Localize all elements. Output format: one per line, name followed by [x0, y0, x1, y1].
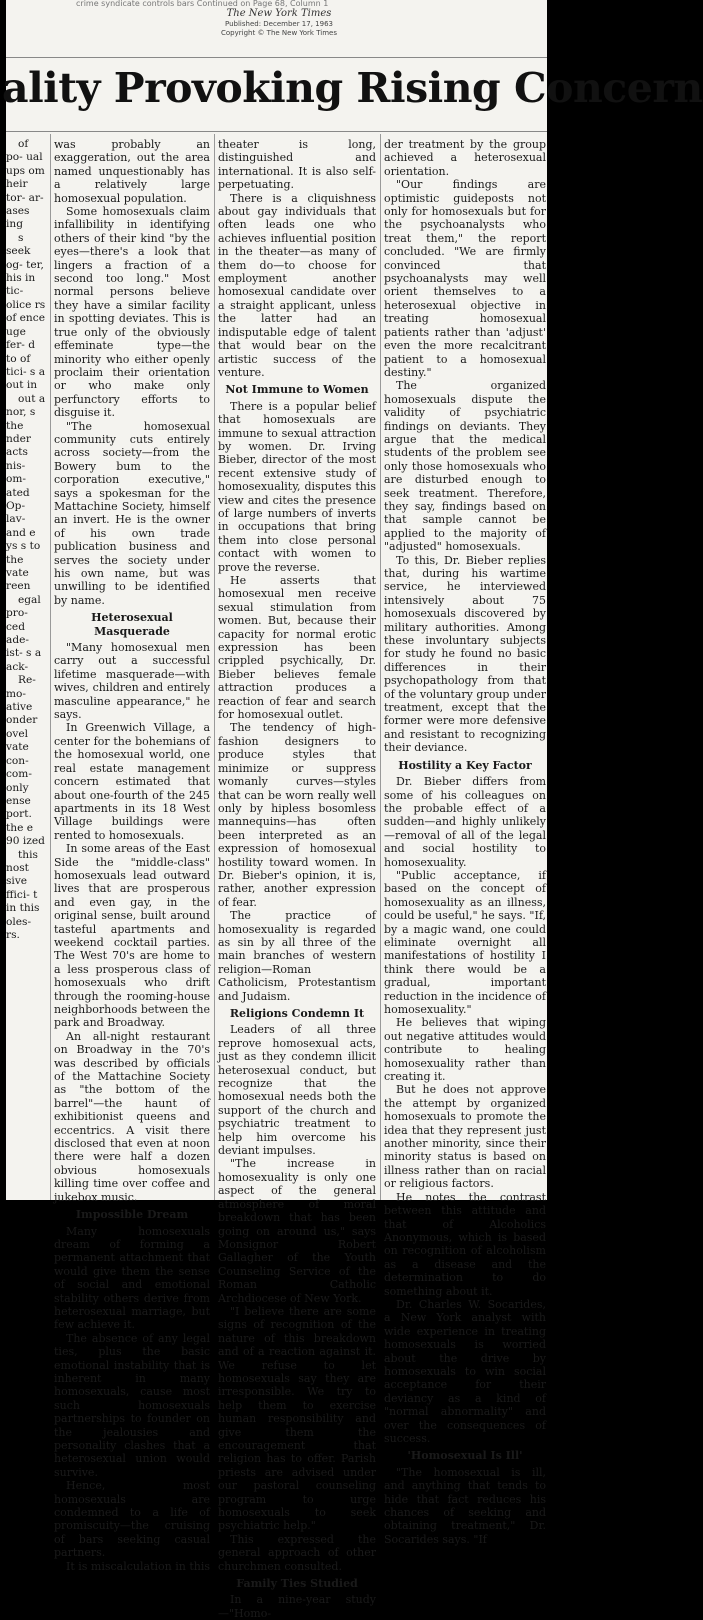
subheading: Religions Condemn It: [229, 1007, 365, 1020]
column-1: [54, 138, 210, 1573]
copyright-notice: Copyright © The New York Times: [221, 29, 337, 37]
paragraph: "Our findings are optimistic guideposts not only for homosexuals but for the psychoanalysts who treat them," the report concluded. "We are firmly convinced that psychoanalysts may well orient themselves to a heterosexual objective in treating homosexual patients rather than 'adjust' even the more recalcitrant patient to a homosexual destiny.": [384, 178, 546, 379]
paragraph: Hence, most homosexuals are condemned to a life of promiscuity—the cruising of bars seeking casual partners.: [54, 1479, 210, 1560]
paragraph: It is miscalculation in this: [66, 1559, 210, 1573]
paragraph: egal pro- ced ade- ist- s a ack-: [6, 593, 42, 673]
masthead: The New York Times: [226, 8, 332, 19]
column-3: [384, 138, 546, 1546]
subheading: 'Homosexual Is Ill': [407, 1449, 523, 1463]
paragraph: this nost sive ffici- t in this oles- rs.: [6, 848, 40, 941]
published-date: Published: December 17, 1963: [225, 20, 333, 28]
paragraph: "The increase in homosexuality is only one aspect of the general atmosphere of moral breakdown that has been going on around us," says Monsignor Robert Gallagher of the Youth Counseling Service of the Roman Catholic Archdiocese of New York.: [218, 1157, 376, 1305]
subheading: Family Ties Studied: [236, 1577, 358, 1591]
column-divider: [214, 134, 215, 1200]
paragraph: The tendency of high-fashion designers to produce styles that minimize or suppress womanly curves—styles that can be worn really well only by hipless bosomless mannequins—has often been interpreted as an expression of homosexual hostility toward women. In Dr. Bieber's opinion, it is, rather, another expression of fear.: [218, 721, 376, 909]
subheading: Hostility a Key Factor: [398, 758, 532, 772]
subheading: Not Immune to Women: [225, 383, 369, 397]
paragraph: der treatment by the group achieved a heterosexual orientation.: [384, 138, 546, 178]
paragraph: "Public acceptance, if based on the concept of homosexuality as an illness, could be useful," he says. "If, by a magic wand, one could eliminate overnight all manifestations of hostility I think there would be a gradual, important reduction in the incidence of homosexuality.": [384, 868, 546, 1016]
paragraph: s seek og- ter, his in tic- olice rs of ence uge fer- d to of tici- s a out in: [6, 231, 46, 392]
paragraph: of po- ual ups om heir tor- ar- ases ing: [6, 138, 45, 231]
paragraph: "Many homosexual men carry out a successful lifetime masquerade—with wives, children and entirely masculine appearance," he says.: [54, 641, 210, 722]
paragraph: He asserts that homosexual men receive sexual stimulation from women. But, because their capacity for normal erotic expression has been crippled psychically, Dr. Bieber believes female attraction produces a reaction of fear and search for homosexual outlet.: [218, 574, 376, 722]
paragraph: was probably an exaggeration, out the area named unquestionably has a relatively large homosexual population.: [54, 138, 210, 205]
paragraph: He notes the contrast between this attitude and that of Alcoholics Anonymous, which is based on recognition of alcoholism as a disease and the determination to do something about it.: [384, 1190, 546, 1298]
subheading: Heterosexual Masquerade: [91, 611, 173, 638]
column-divider: [380, 134, 381, 1200]
paragraph: Many homosexuals dream of forming a permanent attachment that would give them the sense of social and emotional stability others derive from heterosexual marriage, but few achieve it.: [54, 1224, 210, 1332]
paragraph: The absence of any legal ties, plus the basic emotional instability that is inherent in many homosexuals, cause most such homosexuals partnerships to founder on the jealousies and personality clashes that a heterosexual union would survive.: [54, 1331, 210, 1479]
subheading: Impossible Dream: [75, 1208, 189, 1222]
paragraph: There is a popular belief that homosexuals are immune to sexual attraction by women. Dr. Irving Bieber, director of the most recent extensive study of homosexuality, disputes this view and cites the presence of large numbers of inverts in occupations that bring them into close personal contact with women to prove the reverse.: [218, 399, 376, 574]
column-2: [218, 138, 376, 1620]
paragraph: This expressed the general approach of other churchmen consulted.: [218, 1532, 376, 1573]
paragraph: In Greenwich Village, a center for the bohemians of the homosexual world, one real estate management concern estimated that about one-fourth of the 245 apartments in its 18 West Village buildings were rented to homosexuals.: [54, 721, 210, 842]
paragraph: "The homosexual community cuts entirely across society—from the Bowery bum to the corporation executive," says a spokesman for the Mattachine Society, himself an invert. He is the owner of his own trade publication business and serves the society under his own name, but was unwilling to be identified by name.: [54, 419, 210, 607]
paragraph: In a nine-year study—"Homo-: [218, 1593, 376, 1620]
column-divider: [50, 134, 51, 1200]
paragraph: The practice of homosexuality is regarded as sin by all three of the main branches of western religion—Roman Catholicism, Protestantism and Judaism.: [218, 909, 376, 1003]
paragraph: There is a cliquishness about gay individuals that often leads one who achieves influential position in the theater—as many of them do—to choose for employment another homosexual candidate over a straight applicant, unless the latter had an indisputable edge of talent that would bear on the artistic success of the venture.: [218, 191, 376, 379]
paragraph: The organized homosexuals dispute the validity of psychiatric findings on deviants. They argue that the medical students of the problem see only those homosexuals who are disturbed enough to seek treatment. Therefore, they say, findings based on that sample cannot be applied to the majority of "adjusted" homosexuals.: [384, 379, 546, 554]
paragraph: out a nor, s the nder acts nis- om- ated Op- lav- and e ys s to the vate reen: [6, 392, 46, 593]
paragraph: To this, Dr. Bieber replies that, during his wartime service, he interviewed intensively about 75 homosexuals discovered by military authorities. Among these involuntary subjects for study he found no basic differences in their psychopathology from that of the voluntary group under treatment, except that the former were more defensive and resistant to recognizing their deviance.: [384, 553, 546, 755]
paragraph: Dr. Charles W. Socarides, a New York analyst with wide experience in treating homosexuals is worried about the drive by homosexuals to win social acceptance for their deviancy as a kind of "normal abnormality" and over the consequences of success.: [384, 1297, 546, 1445]
paragraph: "The homosexual is ill, and anything that tends to hide that fact reduces his chances of seeking and obtaining treatment," Dr. Socarides says. "If: [384, 1465, 546, 1546]
paragraph: Re- mo- ative onder ovel vate con- com- only ense port. the e 90 ized: [6, 674, 45, 848]
paragraph: An all-night restaurant on Broadway in the 70's was described by officials of the Mattachine Society as "the bottom of the barrel"—the haunt of exhibitionist queens and eccentrics. A visit there disclosed that even at noon there were half a dozen obvious homosexuals killing time over coffee and jukebox music.: [54, 1029, 210, 1204]
paragraph: Leaders of all three reprove homosexual acts, just as they condemn illicit heterosexual conduct, but recognize that the homosexual needs both the support of the church and psychiatric treatment to help him overcome his deviant impulses.: [218, 1023, 376, 1158]
headline-rule-top: [6, 57, 547, 58]
paragraph: "I believe there are some signs of recognition of the nature of this breakdown and of a reaction against it. We refuse to let homosexuals say they are irresponsible. We try to help them to exercise human responsibility and give them the encouragement that religion has to offer. Parish priests are advised under our pastoral counseling program to urge homosexuals to seek psychiatric help.": [218, 1304, 376, 1533]
paragraph: theater is long, distinguished and international. It is also self-perpetuating.: [218, 138, 376, 192]
paragraph: Dr. Bieber differs from some of his colleagues on the probable effect of a sudden—and highly unlikely—removal of all of the legal and social hostility to homosexuality.: [384, 775, 546, 869]
paragraph: In some areas of the East Side the "middle-class" homosexuals lead outward lives that are prosperous and even gay, in the original sense, built around tasteful apartments and weekend cocktail parties. The West 70's are home to a less prosperous class of homosexuals who drift through the rooming-house neighborhoods between the park and Broadway.: [54, 842, 210, 1030]
archive-stamp: [174, 8, 384, 38]
newspaper-clipping: [2, 0, 703, 1620]
paragraph: Some homosexuals claim infallibility in identifying others of their kind "by the eyes—there's a look that lingers a fraction of a second too long." Most normal persons believe they have a similar facility in spotting deviates. This is true only of the obviously effeminate type—the minority who either openly proclaim their orientation or who make only perfunctory efforts to disguise it.: [54, 205, 210, 420]
headline: ality Provoking Rising Concern: [2, 64, 703, 112]
paragraph: He believes that wiping out negative attitudes would contribute to healing homosexuality rather than creating it.: [384, 1016, 546, 1084]
continuation-line: crime syndicate controls bars Continued on Page 68, Column 1: [76, 0, 329, 8]
paragraph: But he does not approve the attempt by organized homosexuals to promote the idea that they represent just another minority, since their minority status is based on illness rather than on racial or religious factors.: [384, 1083, 546, 1191]
headline-rule-bottom: [6, 131, 547, 132]
column-0: [6, 138, 46, 1200]
